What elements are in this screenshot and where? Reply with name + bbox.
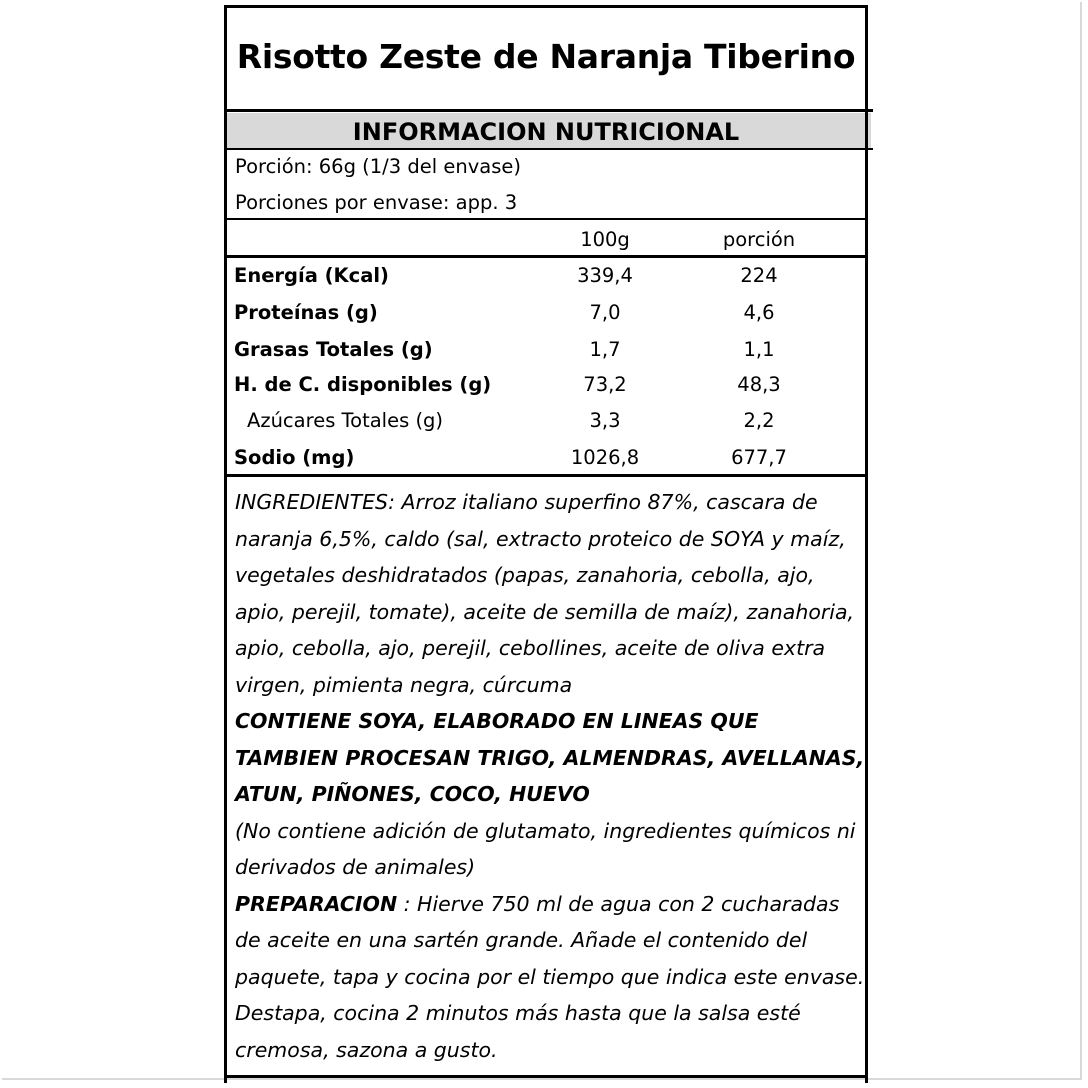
nutrient-value-100g: 7,0 — [589, 301, 621, 324]
nutrient-value-portion: 1,1 — [743, 338, 775, 361]
allergen-warning: CONTIENE SOYA, ELABORADO EN LINEAS QUE TAMBIEN PROCESAN TRIGO, ALMENDRAS, AVELLANAS, ATUN, PIÑONES, COCO, HUEVO — [235, 709, 865, 806]
nutrient-label-carbohydrates: H. de C. disponibles (g) — [234, 373, 492, 396]
servings-per-package: Porciones por envase: app. 3 — [235, 191, 518, 214]
nutrient-label-total-fat: Grasas Totales (g) — [234, 338, 433, 361]
header-extension — [868, 113, 871, 149]
nutrient-value-portion: 2,2 — [743, 409, 775, 432]
nutrient-label-energy: Energía (Kcal) — [234, 264, 389, 287]
divider — [227, 218, 865, 220]
preparation-title: PREPARACION — [235, 891, 398, 916]
preparation-paragraph — [235, 886, 865, 1069]
divider — [227, 148, 873, 150]
nutrient-value-100g: 339,4 — [577, 264, 633, 287]
preparation-text: : Hierve 750 ml de agua con 2 cucharadas de aceite en una sartén grande. Añade el contenido del paquete, tapa y cocina por el tiempo que indica este envase. Destapa, cocina 2 minutos más hasta que la salsa esté cremosa, sazona a gusto. — [235, 891, 865, 1062]
divider — [227, 474, 865, 477]
product-title: Risotto Zeste de Naranja Tiberino — [236, 37, 856, 76]
section-header: INFORMACION NUTRICIONAL — [227, 113, 865, 149]
no-additives-note: (No contiene adición de glutamato, ingredientes químicos ni derivados de animales) — [235, 818, 856, 879]
serving-size: Porción: 66g (1/3 del envase) — [235, 155, 521, 178]
top-border — [227, 5, 865, 8]
divider — [227, 109, 873, 112]
nutrient-value-100g: 3,3 — [589, 409, 621, 432]
nutrient-value-portion: 677,7 — [731, 446, 787, 469]
column-header-100g: 100g — [580, 228, 630, 251]
ingredients-block — [235, 484, 865, 1068]
nutrient-label-sodium: Sodio (mg) — [234, 446, 355, 469]
bottom-border — [227, 1075, 865, 1078]
nutrient-value-100g: 1026,8 — [570, 446, 640, 469]
nutrient-value-portion: 4,6 — [743, 301, 775, 324]
nutrition-label — [224, 5, 868, 1083]
divider — [227, 255, 865, 258]
nutrient-label-total-sugars: Azúcares Totales (g) — [247, 409, 444, 432]
nutrient-value-portion: 48,3 — [737, 373, 781, 396]
column-header-portion: porción — [722, 228, 796, 251]
ingredients-text: INGREDIENTES: Arroz italiano superfino 87%, cascara de naranja 6,5%, caldo (sal, extracto proteico de SOYA y maíz, vegetales deshidratados (papas, zanahoria, cebolla, ajo, apio, perejil, tomate), aceite de semilla de maíz), zanahoria, apio, cebolla, ajo, perejil, cebollines, aceite de oliva extra virgen, pimienta negra, cúrcuma — [235, 490, 855, 697]
nutrient-label-protein: Proteínas (g) — [234, 301, 378, 324]
nutrient-value-100g: 1,7 — [589, 338, 621, 361]
nutrient-value-portion: 224 — [740, 264, 778, 287]
nutrient-value-100g: 73,2 — [583, 373, 627, 396]
